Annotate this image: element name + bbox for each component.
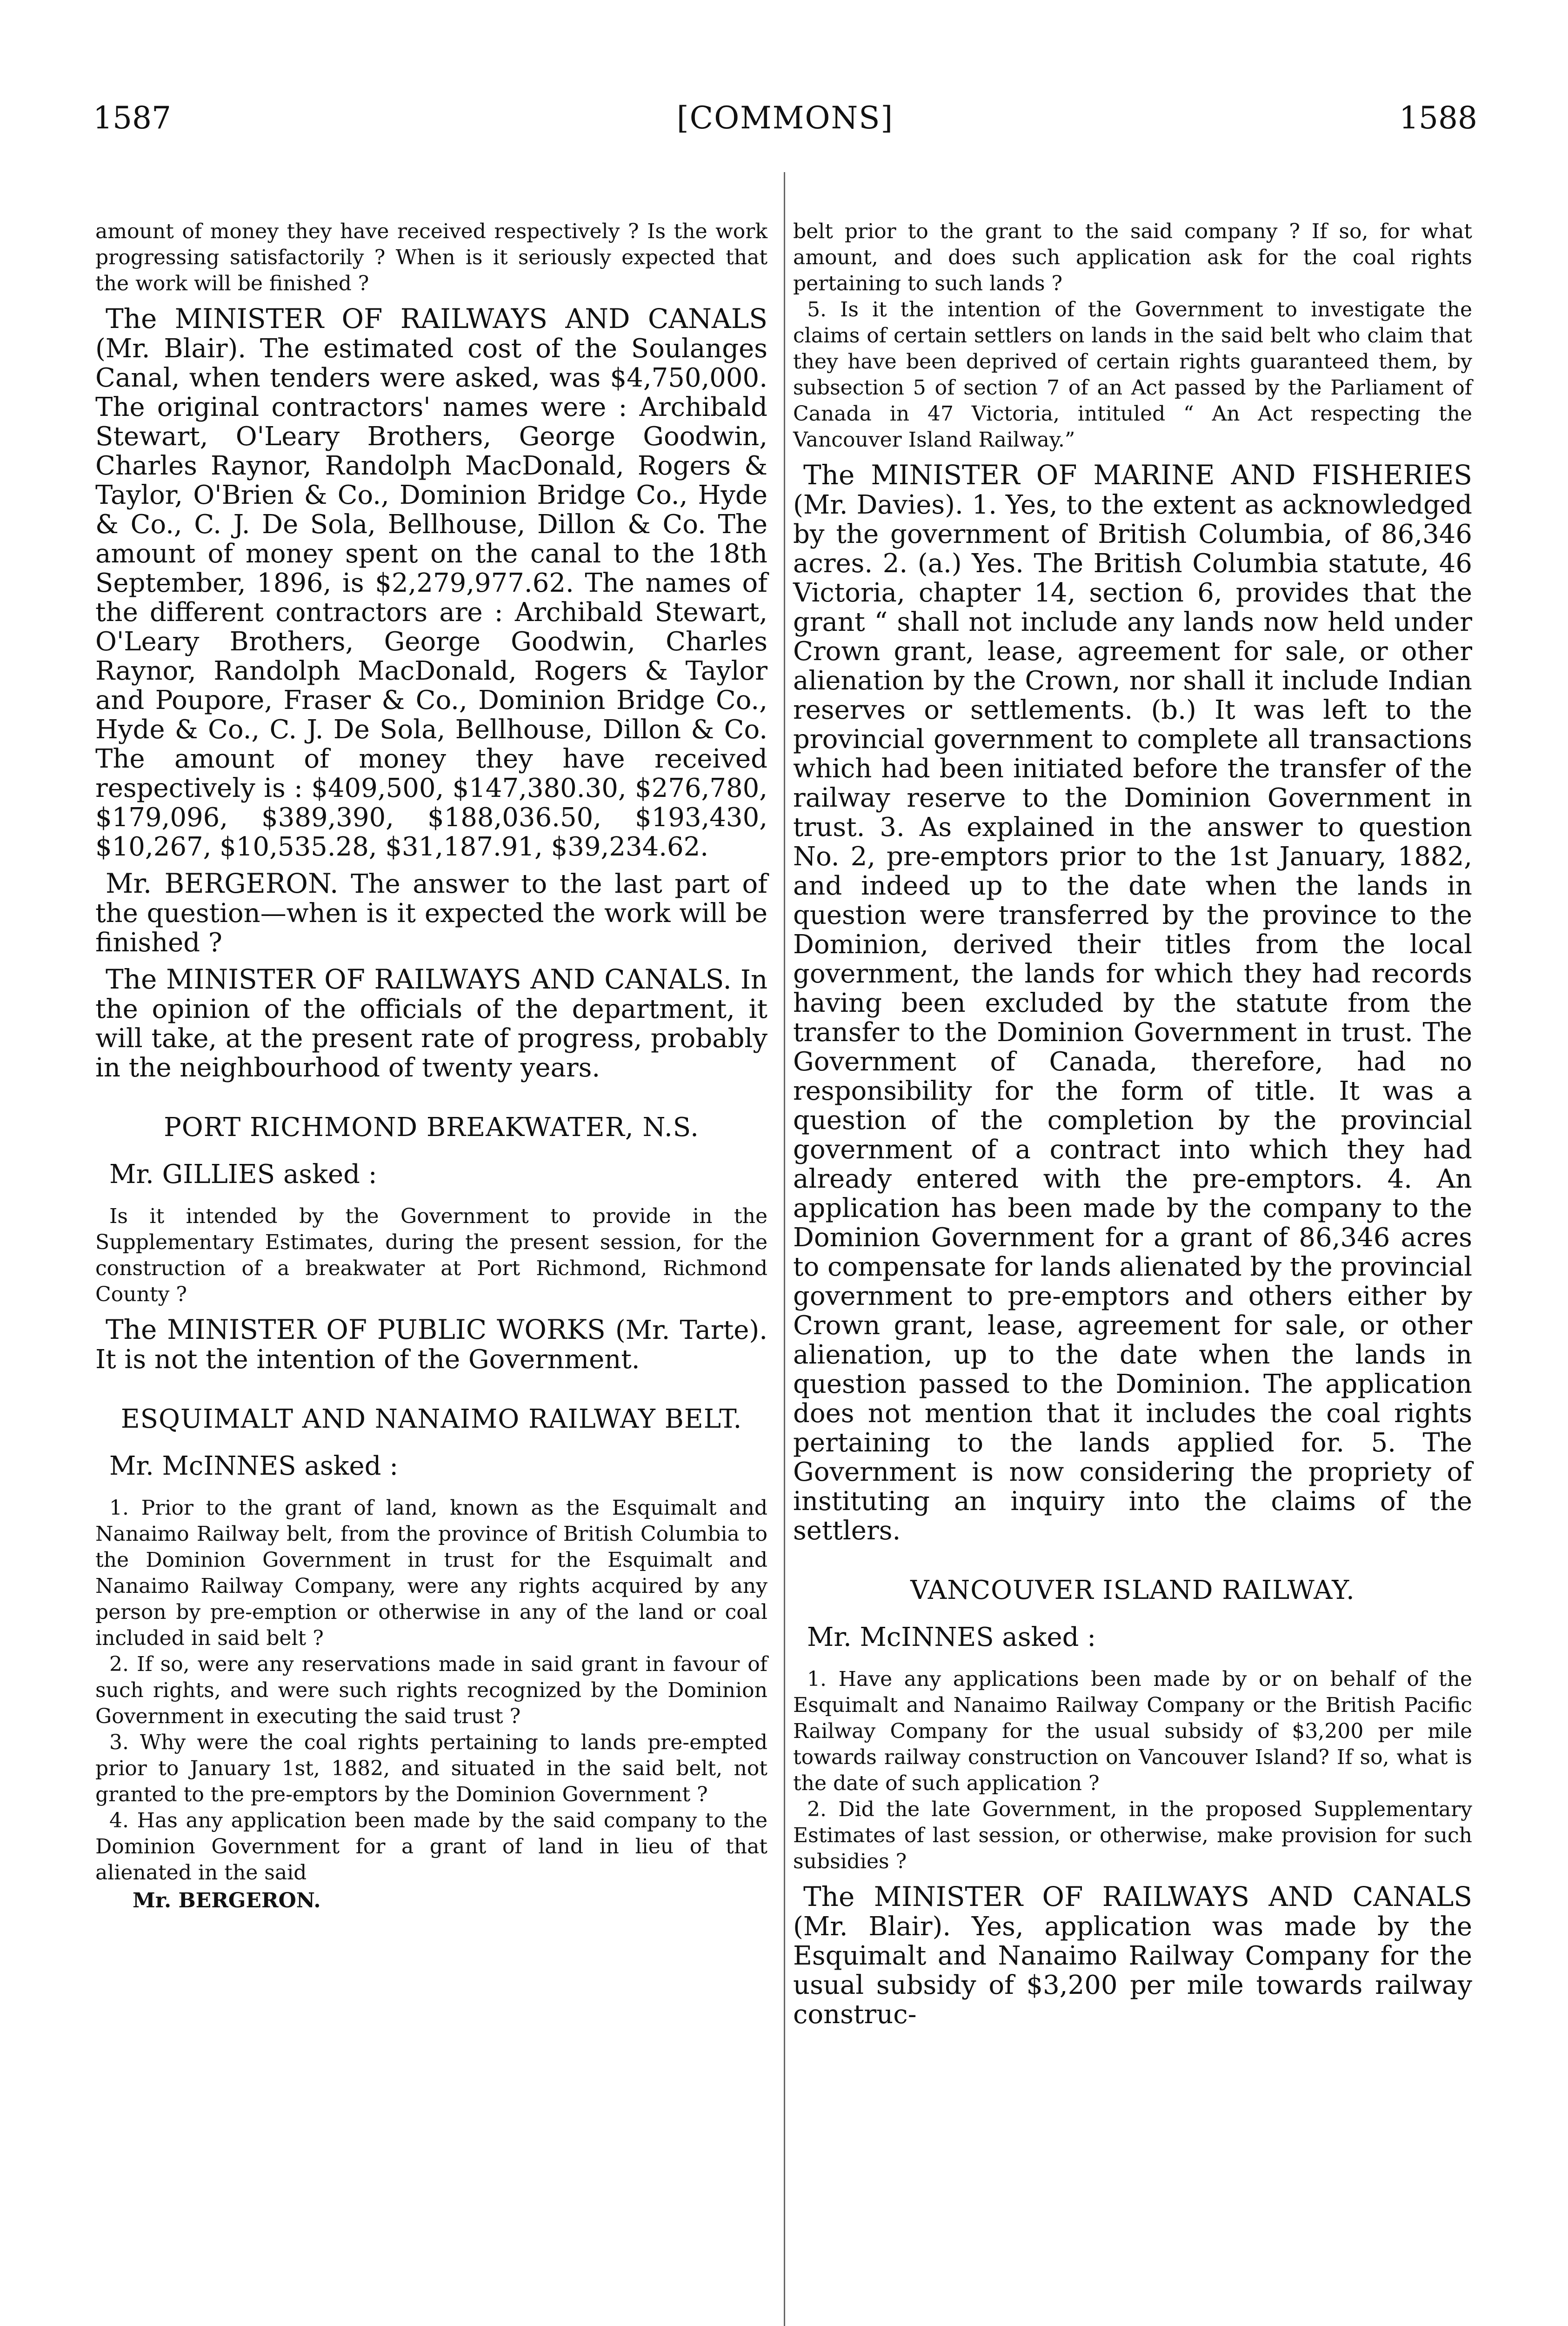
question-continuation: belt prior to the grant to the said company ? If so, for what amount, and does such application ask for the coal rights pertaining to such lands ?: [793, 220, 1472, 295]
section-heading: ESQUIMALT AND NANAIMO RAILWAY BELT.: [120, 1404, 742, 1434]
section-heading: VANCOUVER ISLAND RAILWAY.: [910, 1575, 1355, 1605]
speaker-signature: Mr. BERGERON.: [133, 1889, 321, 1912]
speaker-name: The MINISTER OF RAILWAYS AND CANALS: [106, 303, 767, 334]
running-title: [COMMONS]: [676, 100, 894, 136]
speaker-name: The MINISTER OF RAILWAYS AND CANALS: [803, 1881, 1472, 1912]
question-item: 2. Did the late Government, in the proposed Supplementary Estimates of last session, or otherwise, make provision for such subsidies ?: [793, 1798, 1472, 1873]
left-column: [95, 219, 767, 1914]
remark-paragraph: [95, 869, 767, 957]
question-item: 2. If so, were any reservations made in said grant in favour of such rights, and were such rights recognized by the Dominion Government in executing the said trust ?: [95, 1652, 767, 1728]
answer-paragraph: [793, 1882, 1472, 2029]
speaker-name: The MINISTER OF MARINE AND FISHERIES: [803, 459, 1472, 491]
speaker-name: The MINISTER OF RAILWAYS AND CANALS.: [106, 963, 732, 995]
question-intro: Mr. McINNES asked :: [807, 1622, 1096, 1652]
answer-paragraph: [95, 965, 767, 1083]
question-item: 4. Has any application been made by the said company to the Dominion Government for a grant of land in lieu of that alienated in the said: [95, 1809, 767, 1885]
speaker-name: The MINISTER OF PUBLIC WORKS: [106, 1314, 606, 1345]
answer-text: (Mr. Blair). Yes, application was made by the Esquimalt and Nanaimo Railway Company for the usual subsidy of $3,200 per mile towards railway construc-: [793, 1912, 1472, 2030]
question-item: 5. Is it the intention of the Government to investigate the claims of certain settlers on lands in the said belt who claim that they have been deprived of certain rights guaranteed them, by subsection 5 of section 7 of an Act passed by the Parliament of Canada in 47 Victoria, intituled “ An Act respecting the Vancouver Island Railway.”: [793, 298, 1472, 452]
question-continuation: amount of money they have received respectively ? Is the work progressing satisfactorily ? When is it seriously expected that the work will be finished ?: [95, 220, 767, 295]
question-item: 1. Have any applications been made by or on behalf of the Esquimalt and Nanaimo Railway Company or the British Pacific Railway Company for the usual subsidy of $3,200 per mile towards railway construction on Vancouver Island? If so, what is the date of such application ?: [793, 1667, 1472, 1795]
question-intro: Mr. McINNES asked :: [109, 1451, 399, 1481]
answer-text: (Mr. Tarte). It is not the intention of the Government.: [95, 1315, 767, 1375]
answer-text: (Mr. Davies). 1. Yes, to the extent as acknowledged by the government of British Columbia, of 86,346 acres. 2. (a.) Yes. The British Columbia statute, 46 Victoria, chapter 14, section 6, provides that the grant “ shall not include any lands now held under Crown grant, lease, agreement for sale, or other alienation by the Crown, nor shall it include Indian reserves or settlements. (b.) It was left to the provincial government to complete all transactions which had been initiated before the transfer of the railway reserve to the Dominion Government in trust. 3. As explained in the answer to question No. 2, pre-emptors prior to the 1st January, 1882, and indeed up to the date when the lands in question were transferred by the province to the Dominion, derived their titles from the local government, the lands for which they had records having been excluded by the statute from the transfer to the Dominion Government in trust. The Government of Canada, therefore, had no responsibility for the form of title. It was a question of the completion by the provincial government of a contract into which they had already entered with the pre-emptors. 4. An application has been made by the company to the Dominion Government for a grant of 86,346 acres to compensate for lands alienated by the provincial government to pre-emptors and others either by Crown grant, lease, agreement for sale, or other alienation, up to the date when the lands in question passed to the Dominion. The application does not mention that it includes the coal rights pertaining to the lands applied for. 5. The Government is now considering the propriety of instituting an inquiry into the claims of the settlers.: [793, 490, 1472, 1546]
answer-paragraph: [95, 304, 767, 862]
answer-paragraph: [95, 1315, 767, 1374]
column-divider: [784, 172, 785, 2326]
question-item: 3. Why were the coal rights pertaining to lands pre-empted prior to January 1st, 1882, and situated in the said belt, not granted to the pre-emptors by the Dominion Government ?: [95, 1731, 767, 1806]
answer-text: In the opinion of the officials of the department, it will take, at the present rate of progress, probably in the neighbourhood of twenty years.: [95, 965, 768, 1083]
speaker-name: Mr. BERGERON.: [106, 868, 339, 899]
page-number-right: 1588: [1399, 100, 1477, 136]
page-number-left: 1587: [93, 100, 171, 136]
answer-paragraph: [793, 461, 1472, 1545]
question-item: 1. Prior to the grant of land, known as the Esquimalt and Nanaimo Railway belt, from the province of British Columbia to the Dominion Government in trust for the Esquimalt and Nanaimo Railway Company, were any rights acquired by any person by pre-emption or otherwise in any of the land or coal included in said belt ?: [95, 1496, 767, 1650]
section-heading: PORT RICHMOND BREAKWATER, N.S.: [164, 1112, 699, 1143]
remark-text: The answer to the last part of the question—when is it expected the work will be finished ?: [95, 869, 767, 958]
right-column: [793, 219, 1472, 2029]
question-intro: Mr. GILLIES asked :: [109, 1159, 377, 1190]
answer-text: (Mr. Blair). The estimated cost of the Soulanges Canal, when tenders were asked, was $4,750,000. The original contractors' names were : Archibald Stewart, O'Leary Brothers, George Goodwin, Charles Raynor, Randolph MacDonald, Rogers & Taylor, O'Brien & Co., Dominion Bridge Co., Hyde & Co., C. J. De Sola, Bellhouse, Dillon & Co. The amount of money spent on the canal to the 18th September, 1896, is $2,279,977.62. The names of the different contractors are : Archibald Stewart, O'Leary Brothers, George Goodwin, Charles Raynor, Randolph MacDonald, Rogers & Taylor and Poupore, Fraser & Co., Dominion Bridge Co., Hyde & Co., C. J. De Sola, Bellhouse, Dillon & Co. The amount of money they have received respectively is : $409,500, $147,380.30, $276,780, $179,096, $389,390, $188,036.50, $193,430, $10,267, $10,535.28, $31,187.91, $39,234.62.: [95, 334, 767, 862]
page-header: [93, 100, 1477, 151]
question-text: Is it intended by the Government to provide in the Supplementary Estimates, during the present session, for the construction of a breakwater at Port Richmond, Richmond County ?: [95, 1204, 767, 1306]
